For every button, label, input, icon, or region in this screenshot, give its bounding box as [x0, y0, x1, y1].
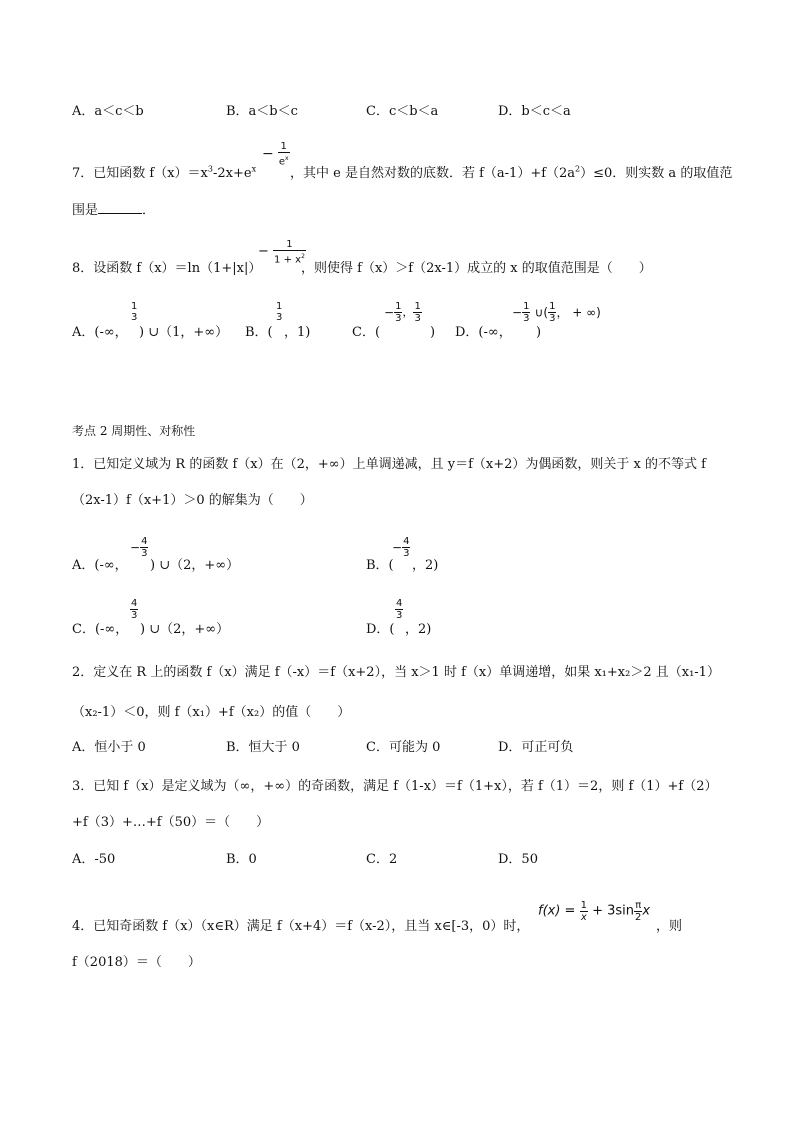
q7-exp-den: $e^x$: [278, 155, 289, 168]
p1-a-post: ) ∪（2，+∞）: [150, 558, 240, 573]
p4-formula: [538, 900, 650, 923]
q8-b-pre: B．(: [245, 325, 273, 340]
p4-formula-mid: + 3sin: [592, 903, 635, 919]
q7-answer-blank: [98, 201, 142, 214]
q8-c-frac1: $\frac{1}{3}$: [395, 301, 402, 324]
p1-b-frac: − $\frac{4}{3}$: [392, 536, 410, 559]
p3-option-c: C．2: [366, 852, 398, 867]
p3-option-a: A．-50: [72, 852, 116, 867]
p1-b-post: ，2): [412, 558, 439, 573]
p4-line2: f（2018）＝（ ）: [72, 955, 201, 970]
p2-option-d: D．可正可负: [498, 740, 574, 755]
p1-c-frac: $\frac{4}{3}$: [131, 598, 138, 621]
q8-stem-post: ，则使得 f（x）＞f（2x-1）成立的 x 的取值范围是（ ）: [301, 261, 652, 276]
q7-text-post2: ）≤0．则实数 a 的取值范: [580, 166, 733, 181]
q7-e-exponent: − $\frac{1}{e^x}$: [262, 141, 289, 168]
p1-b-pre: B．(: [366, 558, 394, 573]
q8-c-post: ): [430, 325, 436, 340]
q8-a-post: ) ∪（1，+∞）: [139, 325, 229, 340]
q8-c-frac2: $\frac{1}{3}$: [414, 301, 421, 324]
q8-a-frac: [130, 301, 138, 323]
q8-c-pre: C．(: [352, 325, 381, 340]
q7-sq: 2: [575, 164, 581, 174]
p1-line2: （2x-1）f（x+1）＞0 的解集为（ ）: [72, 493, 313, 508]
q8-a-pre: A．(-∞，: [72, 325, 128, 340]
p3-line2: +f（3）+…+f（50）＝（ ）: [72, 815, 270, 830]
p2-option-b: B．恒大于 0: [226, 740, 300, 755]
p1-d-post: ，2): [405, 622, 432, 637]
q8-d-fracs: − $\frac{1}{3}$ ∪( $\frac{1}{3}$ ， + ∞): [512, 301, 601, 324]
q7-text-pre: 7．已知函数 f（x）＝x: [72, 166, 208, 181]
p4-formula-post: x: [642, 903, 651, 919]
p3-line1: 3．已知 f（x）是定义域为（∞，+∞）的奇函数，满足 f（1-x）＝f（1+x），若 f（1）＝2，则 f（1）+f（2）: [72, 779, 718, 794]
p1-d-frac: $\frac{4}{3}$: [396, 598, 403, 621]
q8-exp-num: 1: [273, 239, 306, 251]
q8-d-post: ， + ∞): [556, 305, 601, 320]
q8-stem-pre: 8．设函数 f（x）＝ln（1+|x|）: [72, 261, 262, 276]
q7-exp-fraction: [278, 141, 290, 167]
q8-a-den: 3: [131, 312, 138, 323]
q8-option-a: [72, 325, 128, 341]
p1-line1: 1．已知定义域为 R 的函数 f（x）在（2，+∞）上单调递减，且 y＝f（x+2）为偶函数，则关于 x 的不等式 f: [72, 457, 706, 472]
q8-d-union: ∪: [534, 305, 544, 320]
p3-option-b: B．0: [226, 852, 257, 867]
section-title: 考点 2 周期性、对称性: [72, 424, 196, 438]
q8-b-den: 3: [276, 312, 283, 323]
q8-b-post: ，1): [284, 325, 311, 340]
q6-option-a: A．a＜c＜b: [72, 104, 144, 119]
q7-text-post: ，其中 e 是自然对数的底数．若 f（a-1）+f（2a: [290, 166, 576, 181]
q6-option-c: C．c＜b＜a: [366, 104, 439, 119]
q7-line2-text: 围是: [72, 203, 99, 218]
q8-exponent: [258, 239, 306, 265]
p4-formula-frac2: $\frac{\pi}{2}$: [635, 900, 642, 923]
p2-option-c: C．可能为 0: [366, 740, 441, 755]
q8-c-fracs: − $\frac{1}{3}$ ， $\frac{1}{3}$: [384, 301, 421, 324]
q7-supx: x: [251, 164, 257, 174]
q7-line1: [72, 166, 256, 182]
q8-d-frac2: $\frac{1}{3}$: [549, 301, 556, 324]
p4-line1-end: ，则: [656, 919, 683, 934]
q8-d-close: ): [536, 325, 542, 340]
q7-line2: [72, 201, 155, 219]
p2-line2: （x₂-1）＜0，则 f（x₁）+f（x₂）的值（ ）: [72, 705, 351, 720]
q8-d-frac1: $\frac{1}{3}$: [523, 301, 530, 324]
q8-d-pre: D．(-∞，: [455, 325, 512, 340]
p2-line1: 2．定义在 R 上的函数 f（x）满足 f（-x）＝f（x+2），当 x＞1 时 f（x）单调递增，如果 x₁+x₂＞2 且（x₁-1）: [72, 665, 720, 680]
q6-option-d: D．b＜c＜a: [498, 104, 571, 119]
q8-a-num: 1: [131, 301, 138, 312]
p1-c-pre: C．(-∞，: [72, 622, 129, 637]
p1-a-frac: − $\frac{4}{3}$: [130, 536, 148, 559]
p1-a-pre: A．(-∞，: [72, 558, 128, 573]
p3-option-d: D．50: [498, 852, 538, 867]
p4-formula-pre: f(x) =: [538, 903, 576, 919]
q8-b-num: 1: [276, 301, 283, 312]
p4-line1: 4．已知奇函数 f（x）（x∈R）满足 f（x+4）＝f（x-2），且当 x∈[-3，0）时，: [72, 919, 530, 934]
q7-text-mid: -2x+e: [212, 166, 252, 181]
p2-option-a: A．恒小于 0: [72, 740, 146, 755]
q7-exp-num: 1: [278, 141, 290, 153]
q6-option-b: B．a＜b＜c: [226, 104, 298, 119]
q8-exp-den: $1 + x^2$: [274, 253, 305, 266]
q8-b-frac: [275, 301, 283, 323]
p1-c-post: ) ∪（2，+∞）: [140, 622, 230, 637]
q7-exp3: 3: [207, 164, 213, 174]
q7-line1-rest: [290, 166, 732, 182]
q7-line2-end: ．: [142, 203, 156, 218]
p4-formula-frac1: $\frac{1}{x}$: [580, 900, 587, 923]
q8-minus: −: [258, 244, 269, 260]
p1-d-pre: D．(: [366, 622, 395, 637]
